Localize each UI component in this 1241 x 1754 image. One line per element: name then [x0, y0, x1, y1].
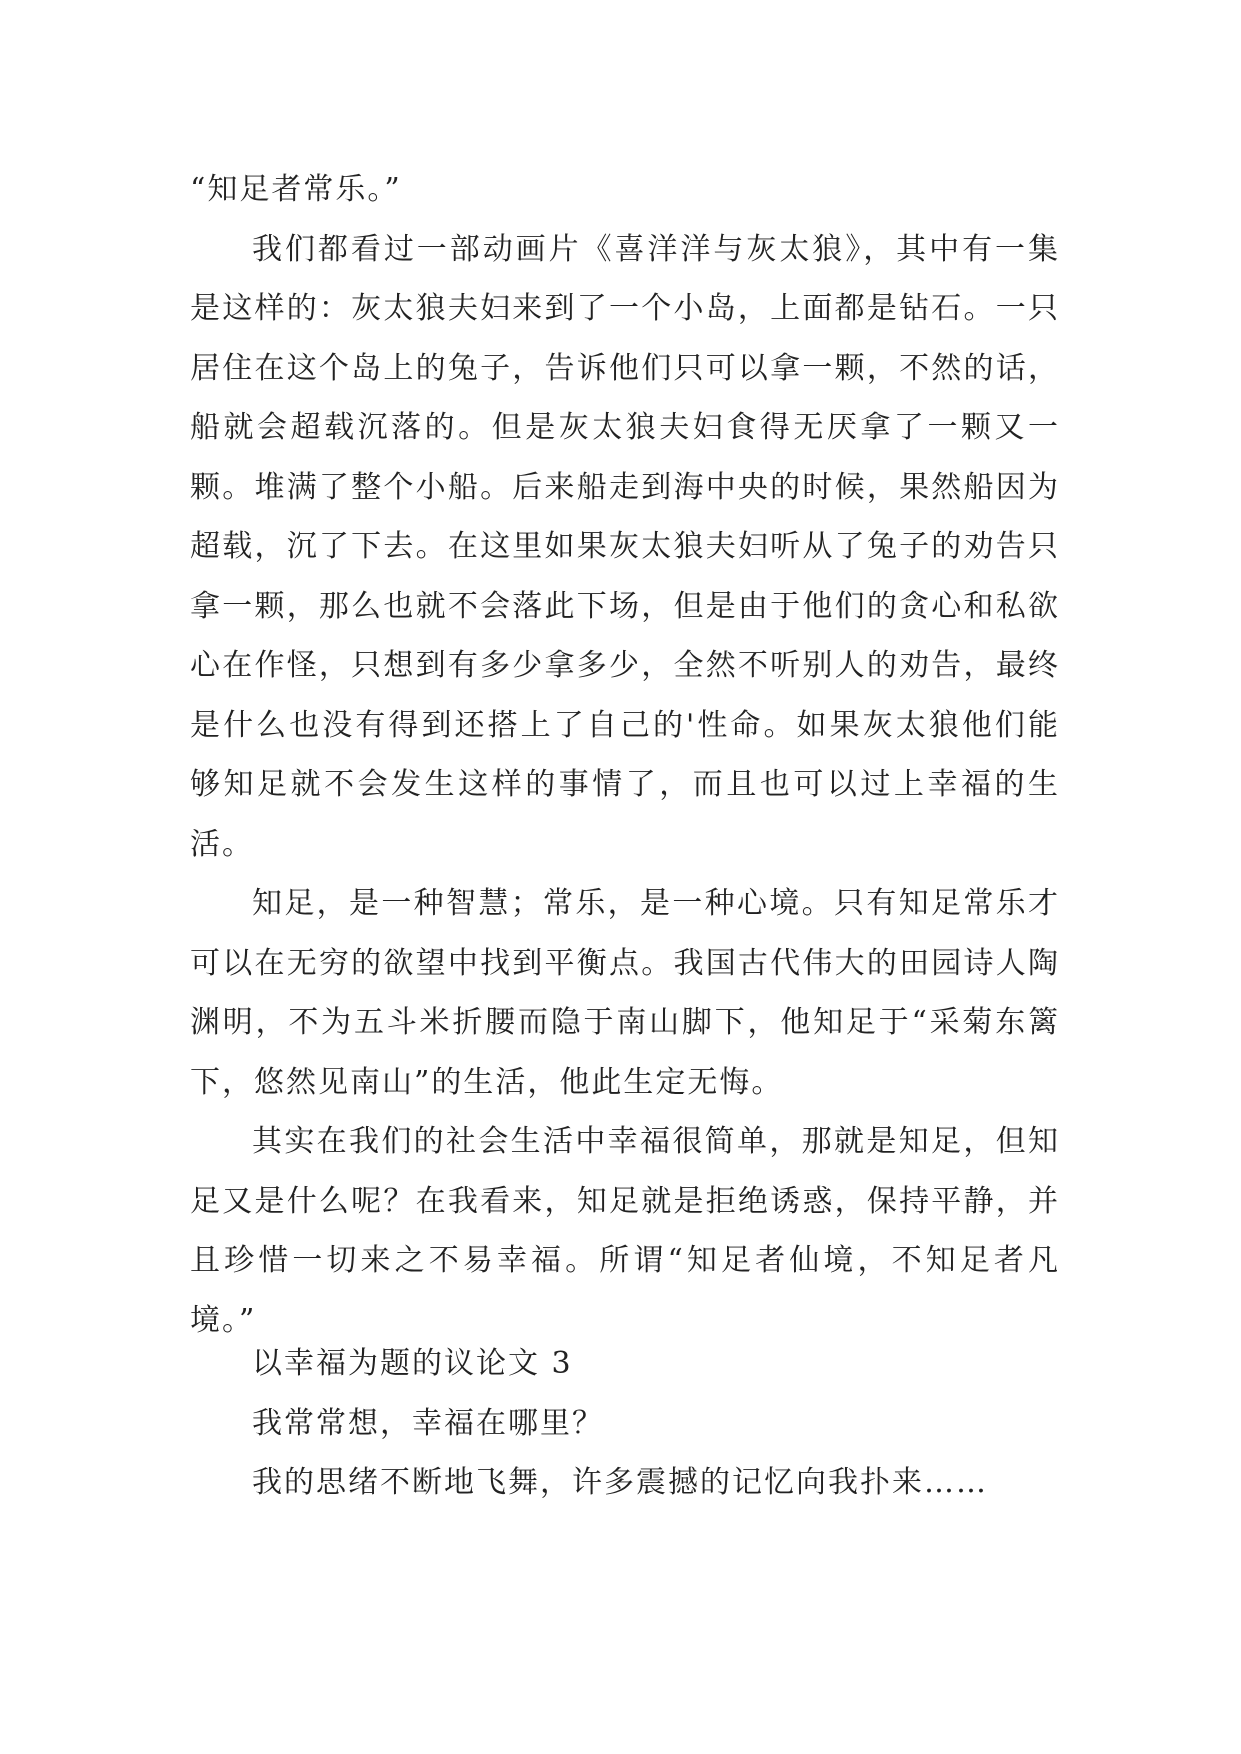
- paragraph-1: “知足者常乐。”: [190, 172, 402, 207]
- paragraph-2: 我们都看过一部动画片《喜洋洋与灰太狼》，其中有一集是这样的：灰太狼夫妇来到了一个小岛，上面都是钻石。一只居住在这个岛上的兔子，告诉他们只可以拿一颗，不然的话，船就会超载沉落的。但是灰太狼夫妇食得无厌拿了一颗又一颗。堆满了整个小船。后来船走到海中央的时候，果然船因为超载，沉了下去。在这里如果灰太狼夫妇听从了兔子的劝告只拿一颗，那么也就不会落此下场，但是由于他们的贪心和私欲心在作怪，只想到有多少拿多少，全然不听别人的劝告，最终是什么也没有得到还搭上了自己的'性命。如果灰太狼他们能够知足就不会发生这样的事情了，而且也可以过上幸福的生活。: [190, 231, 1060, 862]
- paragraph-3: 知足，是一种智慧；常乐，是一种心境。只有知足常乐才可以在无穷的欲望中找到平衡点。我国古代伟大的田园诗人陶渊明，不为五斗米折腰而隐于南山脚下，他知足于“采菊东篱下，悠然见南山”的生活，他此生定无悔。: [190, 886, 1060, 1100]
- paragraph-4: 其实在我们的社会生活中幸福很简单，那就是知足，但知足又是什么呢？在我看来，知足就是拒绝诱惑，保持平静，并且珍惜一切来之不易幸福。所谓“知足者仙境，不知足者凡境。”: [190, 1124, 1060, 1338]
- line-1: 我常常想，幸福在哪里？: [252, 1405, 604, 1441]
- section-block: [190, 1334, 1060, 1513]
- section-title: 以幸福为题的议论文 3: [252, 1346, 573, 1381]
- body-text: [190, 160, 1060, 1350]
- line-2: 我的思绪不断地飞舞，许多震撼的记忆向我扑来……: [252, 1465, 988, 1500]
